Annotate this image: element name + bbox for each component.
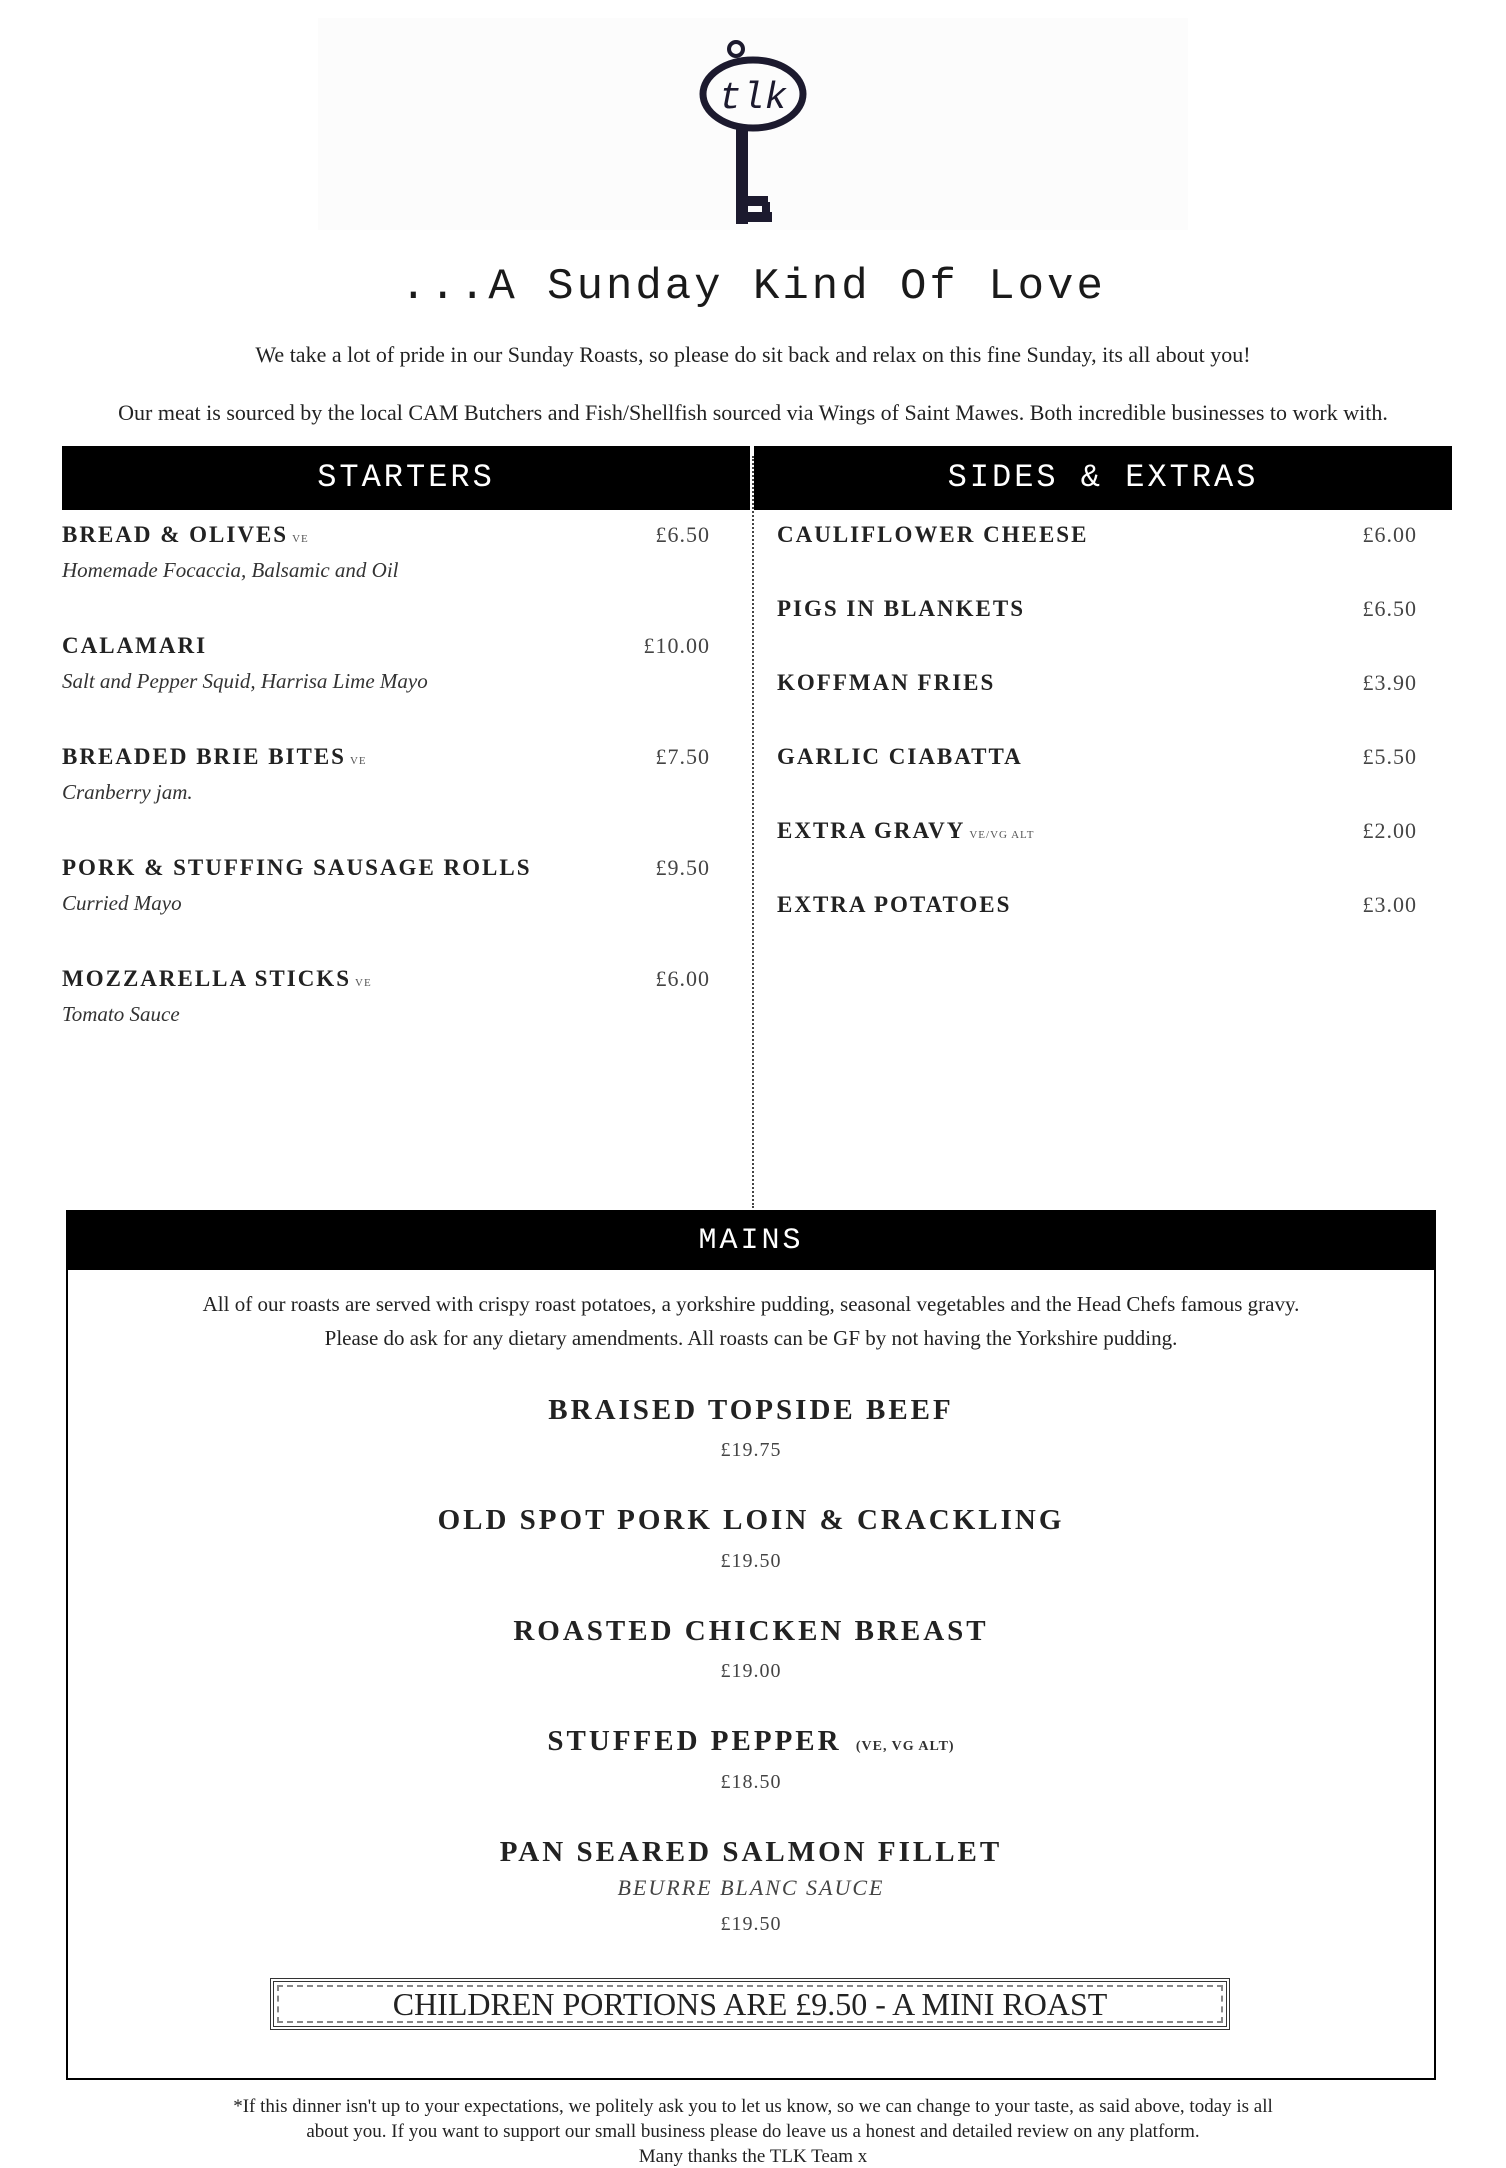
item-name: PORK & STUFFING SAUSAGE ROLLS xyxy=(62,855,532,880)
item-description: Homemade Focaccia, Balsamic and Oil xyxy=(62,558,399,582)
item-price: £3.00 xyxy=(1362,892,1417,917)
main-item-name: BRAISED TOPSIDE BEEF xyxy=(548,1394,954,1426)
item-description: Cranberry jam. xyxy=(62,780,193,804)
item-price: £2.00 xyxy=(1362,818,1417,843)
column-divider xyxy=(752,456,754,1208)
item-price: £6.50 xyxy=(1362,596,1417,621)
main-item-name: OLD SPOT PORK LOIN & CRACKLING xyxy=(437,1504,1065,1536)
intro-line-2: Our meat is sourced by the local CAM Butchers and Fish/Shellfish sourced via Wings of Saint Mawes. Both incredible businesses to work with. xyxy=(118,400,1388,425)
main-item-price: £19.50 xyxy=(720,1913,782,1935)
mains-heading: MAINS xyxy=(68,1212,1434,1270)
main-item-name: ROASTED CHICKEN BREAST xyxy=(513,1615,989,1647)
item-price: £10.00 xyxy=(643,633,710,658)
intro-line-1: We take a lot of pride in our Sunday Roasts, so please do sit back and relax on this fine Sunday, its all about you! xyxy=(255,342,1251,367)
item-name: CAULIFLOWER CHEESE xyxy=(777,522,1089,547)
item-description: Tomato Sauce xyxy=(62,1002,180,1026)
footer-line-3: Many thanks the TLK Team x xyxy=(638,2146,868,2167)
item-name: MOZZARELLA STICKS VE xyxy=(62,966,372,991)
item-description: Curried Mayo xyxy=(62,891,182,915)
item-name: PIGS IN BLANKETS xyxy=(777,596,1026,621)
item-price: £9.50 xyxy=(655,855,710,880)
key-logo-icon xyxy=(698,36,808,236)
mains-intro-line-2: Please do ask for any dietary amendments. All roasts can be GF by not having the Yorkshire pudding. xyxy=(324,1326,1178,1350)
main-item-sauce: BEURRE BLANC SAUCE xyxy=(617,1875,885,1900)
main-item-price: £19.00 xyxy=(720,1660,782,1682)
item-name: EXTRA POTATOES xyxy=(777,892,1012,917)
item-name: EXTRA GRAVY VE/VG ALT xyxy=(777,818,1035,843)
logo-text: tlk xyxy=(718,77,788,120)
main-item-price: £18.50 xyxy=(720,1771,782,1793)
item-name: CALAMARI xyxy=(62,633,208,658)
page-title: ...A Sunday Kind Of Love xyxy=(400,262,1106,312)
item-description: Salt and Pepper Squid, Harrisa Lime Mayo xyxy=(62,669,428,693)
main-item-price: £19.75 xyxy=(720,1439,782,1461)
item-price: £3.90 xyxy=(1362,670,1417,695)
item-name: BREAD & OLIVES VE xyxy=(62,522,309,547)
footer-line-2: about you. If you want to support our small business please do leave us a honest and detailed review on any platform. xyxy=(306,2121,1200,2142)
logo-area xyxy=(318,18,1188,230)
item-price: £7.50 xyxy=(655,744,710,769)
item-price: £6.00 xyxy=(655,966,710,991)
item-price: £6.50 xyxy=(655,522,710,547)
sides-heading: SIDES & EXTRAS xyxy=(754,446,1452,510)
main-item-name: STUFFED PEPPER (VE, VG ALT) xyxy=(547,1725,955,1757)
children-portions-banner: CHILDREN PORTIONS ARE £9.50 - A MINI ROAST xyxy=(270,1978,1230,2030)
main-item-name: PAN SEARED SALMON FILLET xyxy=(499,1836,1003,1868)
main-item-price: £19.50 xyxy=(720,1550,782,1572)
item-name: GARLIC CIABATTA xyxy=(777,744,1023,769)
footer-line-1: *If this dinner isn't up to your expectations, we politely ask you to let us know, so we can change to your taste, as said above, today is all xyxy=(233,2096,1273,2117)
mains-section xyxy=(66,1210,1436,2080)
starters-heading: STARTERS xyxy=(62,446,750,510)
item-name: KOFFMAN FRIES xyxy=(777,670,996,695)
item-price: £5.50 xyxy=(1362,744,1417,769)
item-name: BREADED BRIE BITES VE xyxy=(62,744,367,769)
mains-intro-line-1: All of our roasts are served with crispy roast potatoes, a yorkshire pudding, seasonal vegetables and the Head Chefs famous gravy. xyxy=(202,1292,1300,1316)
item-price: £6.00 xyxy=(1362,522,1417,547)
